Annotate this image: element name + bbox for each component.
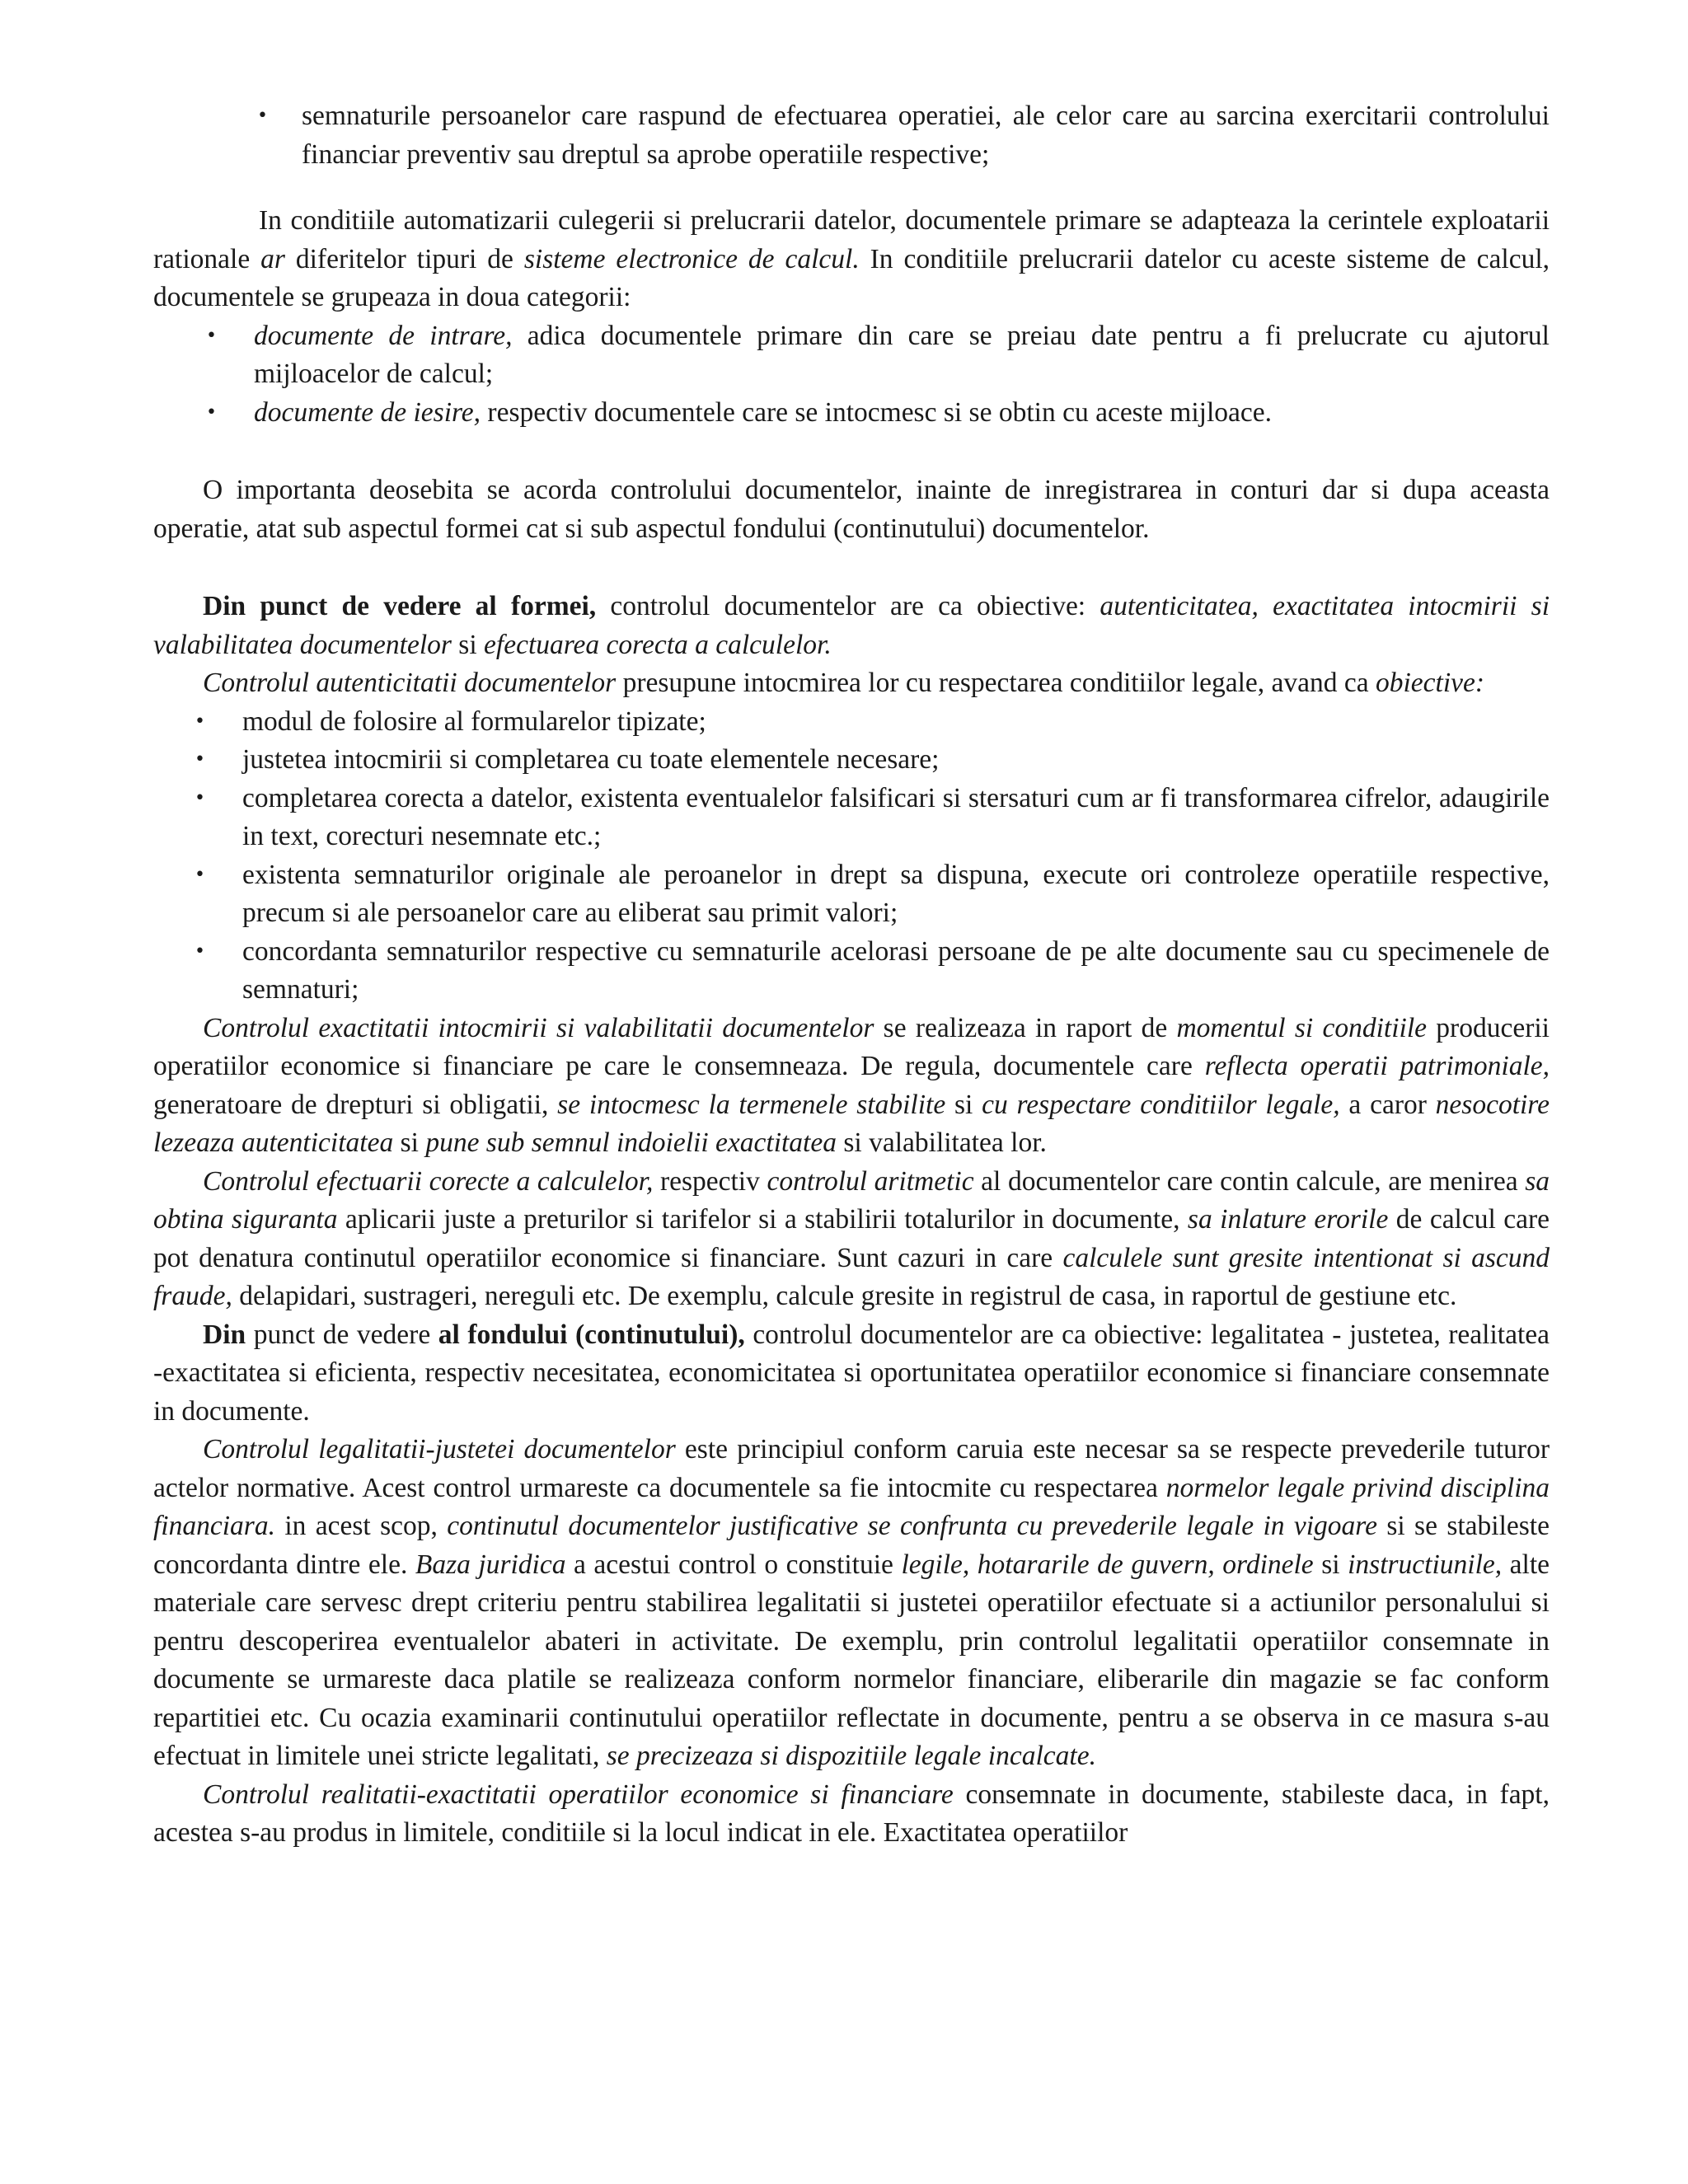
list-item: • modul de folosire al formularelor tipizate;: [153, 703, 1550, 742]
bullet-icon: •: [195, 710, 205, 732]
list-item: • existenta semnaturilor originale ale peroanelor in drept sa dispuna, execute ori controleze operatiile respective, precum si ale persoanelor care au eliberat sau primit valori;: [153, 856, 1550, 933]
paragraph-automation: In conditiile automatizarii culegerii si prelucrarii datelor, documentele primare se adapteaza la cerintele exploatarii rationale ar diferitelor tipuri de sisteme electronice de calcul. In conditiile prelucrarii datelor cu aceste sisteme de calcul, documentele se grupeaza in doua categorii:: [153, 205, 1550, 312]
bullet-icon: •: [206, 401, 217, 423]
bullet-icon: •: [195, 864, 205, 885]
bullet-icon: •: [195, 940, 205, 962]
paragraph-legality: Controlul legalitatii-justetei documentelor este principiul conform caruia este necesar sa se respecte prevederile tuturor actelor normative. Acest control urmareste ca documentele sa fie intocmite cu respectarea normelor legale privind disciplina financiara. in acest scop, continutul documentelor justificative se confrunta cu prevederile legale in vigoare si se stabileste concordanta dintre ele. Baza juridica a acestui control o constituie legile, hotararile de guvern, ordinele si instructiunile, alte materiale care servesc drept criteriu pentru stabilirea legalitatii si justetei operatiilor efectuate si a actiunilor personalului si pentru descoperirea eventualelor abateri in activitate. De exemplu, prin controlul legalitatii operatiilor consemnate in documente se urmareste daca platile se realizeaza conform normelor financiare, eliberarile din magazie se fac conform repartitiei etc. Cu ocazia examinarii continutului operatiilor reflectate in documente, pentru a se observa in ce masura s-au efectuat in limitele unei stricte legalitati, se precizeaza si dispozitiile legale incalcate.: [153, 1434, 1550, 1771]
paragraph-form-objectives: Din punct de vedere al formei, controlul documentelor are ca obiective: autenticitatea, exactitatea intocmirii si valabilitatea documentelor si efectuarea corecta a calculelor.: [153, 591, 1550, 660]
paragraph-content-objectives: Din punct de vedere al fondului (continutului), controlul documentelor are ca obiective: legalitatea - justetea, realitatea -exactitatea si eficienta, respectiv necesitatea, economicitatea si oportunitatea operatiilor economice si financiare consemnate in documente.: [153, 1319, 1550, 1427]
list-item: • documente de intrare, adica documentele primare din care se preiau date pentru a fi prelucrate cu ajutorul mijloacelor de calcul;: [153, 317, 1550, 394]
paragraph-reality: Controlul realitatii-exactitatii operatiilor economice si financiare consemnate in documente, stabileste daca, in fapt, acestea s-au produs in limitele, conditiile si la locul indicat in ele. Exactitatea operatiilor: [153, 1779, 1550, 1848]
bullet-icon: •: [195, 787, 205, 808]
paragraph-exactness: Controlul exactitatii intocmirii si valabilitatii documentelor se realizeaza in raport de momentul si conditiile producerii operatiilor economice si financiare pe care le consemneaza. De regula, documentele care reflecta operatii patrimoniale, generatoare de drepturi si obligatii, se intocmesc la termenele stabilite si cu respectare conditiilor legale, a caror nesocotire lezeaza autenticitatea si pune sub semnul indoielii exactitatea si valabilitatea lor.: [153, 1012, 1550, 1158]
list-item: • semnaturile persoanelor care raspund de efectuarea operatiei, ale celor care au sarcina exercitarii controlului financiar preventiv sau dreptul sa aprobe operatiile respective;: [153, 97, 1550, 174]
list-item: • justetea intocmirii si completarea cu toate elementele necesare;: [153, 741, 1550, 780]
signature-bullet-list: [153, 97, 1550, 174]
list-item: • documente de iesire, respectiv documentele care se intocmesc si se obtin cu aceste mijloace.: [153, 394, 1550, 433]
list-item: • completarea corecta a datelor, existenta eventualelor falsificari si stersaturi cum ar fi transformarea cifrelor, adaugirile in text, corecturi nesemnate etc.;: [153, 780, 1550, 856]
paragraph-importance: O importanta deosebita se acorda controlului documentelor, inainte de inregistrarea in conturi dar si dupa aceasta operatie, atat sub aspectul formei cat si sub aspectul fondului (continutului) documentelor.: [153, 475, 1550, 544]
document-categories-list: [153, 317, 1550, 433]
authenticity-objectives-list: [153, 703, 1550, 1010]
paragraph-calculations: Controlul efectuarii corecte a calculelor, respectiv controlul aritmetic al documentelor care contin calcule, are menirea sa obtina siguranta aplicarii juste a preturilor si tarifelor si a stabilirii totalurilor in documente, sa inlature erorile de calcul care pot denatura continutul operatiilor economice si financiare. Sunt cazuri in care calculele sunt gresite intentionat si ascund fraude, delapidari, sustrageri, nereguli etc. De exemplu, calcule gresite in registrul de casa, in raportul de gestiune etc.: [153, 1165, 1550, 1311]
list-item: • concordanta semnaturilor respective cu semnaturile acelorasi persoane de pe alte documente sau cu specimenele de semnaturi;: [153, 933, 1550, 1010]
bullet-icon: •: [206, 325, 217, 346]
bullet-icon: •: [257, 105, 268, 126]
bullet-icon: •: [195, 749, 205, 770]
paragraph-authenticity: Controlul autenticitatii documentelor presupune intocmirea lor cu respectarea conditiilor legale, avand ca obiective:: [203, 668, 1485, 698]
